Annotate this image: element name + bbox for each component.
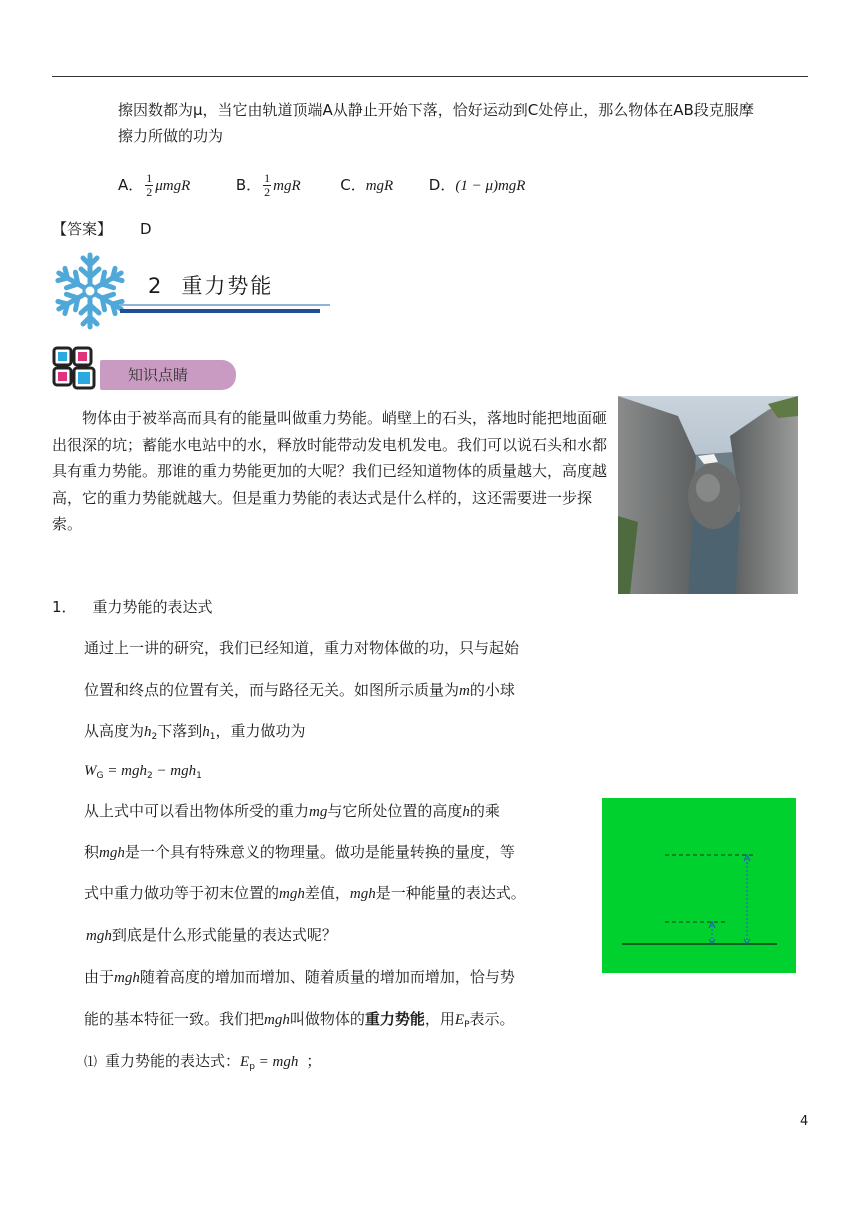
body-line-10: ⑴ 重力势能的表达式：$E_p$ = mgh ； [84, 1052, 322, 1072]
body-line-3: 从高度为$h_2$下落到$h_1$，重力做功为 [84, 722, 306, 742]
blocks-icon [52, 346, 98, 390]
body-line-1: 通过上一讲的研究，我们已经知道，重力对物体做的功，只与起始 [84, 639, 520, 657]
snowflake-icon [50, 250, 130, 332]
body-line-4: 从上式中可以看出物体所受的重力mg与它所处位置的高度h的乘 [84, 802, 500, 820]
option-a: A． $\frac{1}{2}$ μmgR [118, 171, 191, 199]
page-number: 4 [800, 1114, 809, 1129]
cliff-boulder-photo [618, 396, 798, 594]
body-line-6: 式中重力做功等于初末位置的mgh差值，mgh是一种能量的表达式。 [84, 884, 526, 902]
answer-label: 【答案】 [52, 220, 113, 238]
option-c: C．mgR [340, 176, 394, 194]
banner-line-thin [120, 304, 330, 306]
question-line-1: 擦因数都为μ，当它由轨道顶端A从静止开始下落，恰好运动到C处停止，那么物体在AB段克服摩 [118, 101, 754, 119]
height-diagram [602, 798, 796, 973]
knowledge-tag-label: 知识点睛 [128, 366, 189, 384]
item-1-number: 1． [52, 598, 77, 616]
item-1-title: 重力势能的表达式 [92, 598, 213, 616]
formula-work-gravity: $W_G = mgh_2 - mgh_1$ [84, 763, 202, 781]
body-line-8: 由于mgh随着高度的增加而增加、随着质量的增加而增加，恰与势 [84, 968, 515, 986]
height-diagram-svg [602, 798, 796, 973]
term-gravitational-pe: 重力势能 [364, 1010, 425, 1028]
intro-paragraph: 物体由于被举高而具有的能量叫做重力势能。峭壁上的石头，落地时能把地面砸出很深的坑；蓄能水电站中的水，释放时能带动发电机发电。我们可以说石头和水都具有重力势能。那谁的重力势能更加的大呢？我们已经知道物体的质量越大，高度越高，它的重力势能就越大。但是重力势能的表达式是什么样的，这还需要进一步探索。 [52, 409, 608, 533]
header-rule [52, 76, 808, 77]
item-1-heading [52, 595, 213, 619]
section-title-text: 重力势能 [181, 274, 274, 298]
fraction-half-b: $\frac{1}{2}$ [264, 171, 271, 199]
option-b: B． $\frac{1}{2}$ mgR [235, 171, 301, 199]
body-line-7: mgh到底是什么形式能量的表达式呢？ [86, 926, 337, 944]
option-d: D．(1 − μ)mgR [428, 176, 526, 194]
section-number: 2 [148, 274, 164, 298]
fraction-half-a: $\frac{1}{2}$ [146, 171, 153, 199]
body-line-9: 能的基本特征一致。我们把mgh叫做物体的重力势能，用$E_P$表示。 [84, 1010, 515, 1030]
question-line-2: 擦力所做的功为 [118, 127, 224, 145]
section-title [148, 270, 273, 300]
answer-row [52, 217, 152, 241]
knowledge-tag [100, 360, 236, 390]
answer-value: D [140, 220, 152, 238]
body-line-2: 位置和终点的位置有关，而与路径无关。如图所示质量为m的小球 [84, 681, 515, 699]
options-row [118, 170, 525, 201]
body-line-5: 积mgh是一个具有特殊意义的物理量。做功是能量转换的量度，等 [84, 843, 515, 861]
banner-line-thick [120, 309, 320, 313]
